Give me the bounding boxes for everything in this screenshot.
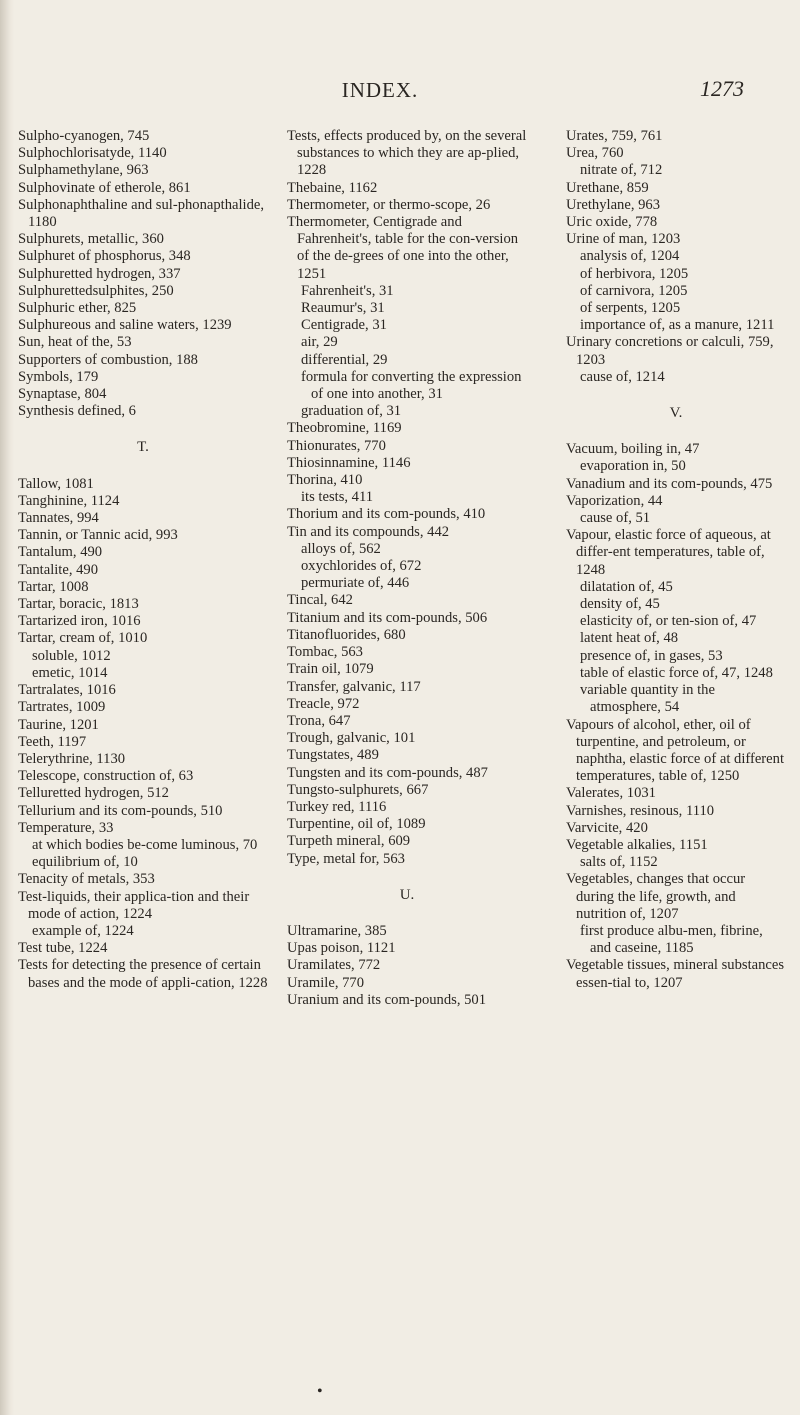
index-entry: Trough, galvanic, 101 (287, 730, 416, 747)
index-subentry: analysis of, 1204 (580, 248, 680, 265)
index-entry: Tungsten and its com-pounds, 487 (287, 764, 488, 781)
index-subentry: air, 29 (301, 334, 338, 351)
index-entry: Sun, heat of the, 53 (18, 334, 132, 351)
index-entry: Upas poison, 1121 (287, 940, 396, 957)
index-subentry: Reaumur's, 31 (301, 300, 385, 317)
index-entry: Sulphuretted hydrogen, 337 (18, 265, 181, 282)
index-entry: Tombac, 563 (287, 644, 363, 661)
index-entry: Test-liquids, their applica-tion and their mode of action, 1224 (18, 888, 250, 922)
index-subentry: evaporation in, 50 (580, 458, 686, 475)
index-entry: Turpentine, oil of, 1089 (287, 816, 426, 833)
index-entry: Varvicite, 420 (566, 819, 648, 836)
index-subentry: cause of, 1214 (580, 368, 665, 385)
index-entry: Sulpho-cyanogen, 745 (18, 128, 150, 144)
index-entry: Treacle, 972 (287, 695, 360, 712)
index-entry: Tartralates, 1016 (18, 682, 116, 699)
index-entry: Trona, 647 (287, 712, 351, 729)
index-subentry: salts of, 1152 (580, 854, 658, 871)
index-subentry: nitrate of, 712 (580, 162, 663, 179)
index-column-2 (287, 128, 527, 1009)
index-entry: Vapours of alcohol, ether, oil of turpentine, and petroleum, or naphtha, elastic force of at different temperatures, table of, 1250 (566, 716, 784, 785)
index-subentry: Centigrade, 31 (301, 317, 387, 334)
index-column-1 (18, 128, 268, 992)
index-entry: Vegetables, changes that occur during the life, growth, and nutrition of, 1207 (566, 871, 746, 922)
section-letter: V. (669, 405, 683, 422)
index-entry: Uramile, 770 (287, 974, 365, 991)
index-entry: Urine of man, 1203 (566, 231, 681, 248)
index-subentry: presence of, in gases, 53 (580, 647, 723, 664)
index-entry: Tincal, 642 (287, 592, 353, 609)
index-entry: Tantalite, 490 (18, 561, 99, 578)
index-subentry: density of, 45 (580, 596, 660, 613)
index-entry: Titanofluorides, 680 (287, 626, 406, 643)
index-entry: Sulphuret of phosphorus, 348 (18, 248, 191, 265)
index-entry: Tanghinine, 1124 (18, 492, 120, 509)
index-entry: Synaptase, 804 (18, 386, 107, 403)
section-letter: U. (399, 886, 415, 903)
index-entry: Thermometer, or thermo-scope, 26 (287, 196, 491, 213)
running-title: INDEX. (341, 78, 419, 102)
index-entry: Sulphamethylane, 963 (18, 162, 149, 179)
index-entry: Turkey red, 1116 (287, 798, 387, 815)
index-entry: Thebaine, 1162 (287, 179, 378, 196)
index-entry: Telluretted hydrogen, 512 (18, 785, 169, 802)
index-entry: Urea, 760 (566, 145, 624, 162)
index-entry: Thionurates, 770 (287, 437, 386, 454)
index-subentry: at which bodies be-come luminous, 70 (32, 836, 258, 853)
index-entry: Sulphurets, metallic, 360 (18, 231, 164, 248)
index-entry: Vegetable alkalies, 1151 (566, 836, 708, 853)
index-entry: Sulphureous and saline waters, 1239 (18, 317, 232, 334)
index-entry: Varnishes, resinous, 1110 (566, 802, 715, 819)
index-entry: Sulphonaphthaline and sul-phonapthalide, 1180 (18, 196, 265, 231)
index-entry: Urethane, 859 (566, 179, 649, 196)
index-subentry: of serpents, 1205 (580, 300, 681, 317)
index-subentry: dilatation of, 45 (580, 578, 673, 595)
index-subentry: of carnivora, 1205 (580, 282, 688, 299)
index-subentry: first produce albu-men, fibrine, and caseine, 1185 (580, 922, 763, 957)
index-entry: Tartarized iron, 1016 (18, 613, 141, 630)
index-entry: Uramilates, 772 (287, 957, 381, 974)
index-entry: Thorina, 410 (287, 472, 363, 489)
index-entry: Teeth, 1197 (18, 733, 87, 750)
index-entry: Transfer, galvanic, 117 (287, 678, 421, 695)
index-subentry: importance of, as a manure, 1211 (580, 317, 775, 334)
index-subentry: formula for converting the expression of one into another, 31 (301, 368, 522, 403)
index-entry: Vegetable tissues, mineral substances essen-tial to, 1207 (566, 957, 785, 991)
index-entry: Tannates, 994 (18, 510, 99, 527)
index-subentry: table of elastic force of, 47, 1248 (580, 664, 773, 681)
index-entry: Tartrates, 1009 (18, 699, 106, 716)
index-subentry: latent heat of, 48 (580, 630, 679, 647)
index-entry: Tartar, cream of, 1010 (18, 630, 148, 647)
index-subentry: permuriate of, 446 (301, 575, 410, 592)
index-entry: Sulphurettedsulphites, 250 (18, 282, 174, 299)
index-entry: Vapour, elastic force of aqueous, at differ-ent temperatures, table of, 1248 (566, 527, 771, 578)
index-entry: Tallow, 1081 (18, 475, 94, 492)
index-entry: Type, metal for, 563 (287, 850, 405, 867)
page-gutter (0, 0, 14, 1415)
index-entry: Sulphochlorisatyde, 1140 (18, 145, 167, 162)
section-letter: T. (137, 439, 149, 456)
index-subentry: emetic, 1014 (32, 664, 108, 681)
index-entry: Theobromine, 1169 (287, 420, 402, 437)
index-subentry: oxychlorides of, 672 (301, 558, 422, 575)
page-number: 1273 (700, 76, 744, 101)
index-entry: Tellurium and its com-pounds, 510 (18, 802, 223, 819)
index-entry: Sulphuric ether, 825 (18, 300, 137, 317)
index-subentry: example of, 1224 (32, 922, 134, 939)
index-subentry: cause of, 51 (580, 510, 651, 527)
index-entry: Tannin, or Tannic acid, 993 (18, 527, 178, 544)
index-entry: Temperature, 33 (18, 819, 114, 836)
index-subentry: elasticity of, or ten-sion of, 47 (580, 613, 757, 630)
index-entry: Tests for detecting the presence of certain bases and the mode of appli-cation, 1228 (18, 957, 268, 991)
index-subentry: soluble, 1012 (32, 647, 111, 664)
index-entry: Ultramarine, 385 (287, 922, 387, 939)
index-entry: Thorium and its com-pounds, 410 (287, 506, 486, 523)
index-entry: Titanium and its com-pounds, 506 (287, 609, 488, 626)
index-entry: Vaporization, 44 (566, 492, 663, 509)
index-subentry: of herbivora, 1205 (580, 265, 689, 282)
index-entry: Tungstates, 489 (287, 747, 379, 764)
index-entry: Turpeth mineral, 609 (287, 833, 411, 850)
index-subentry: differential, 29 (301, 351, 388, 368)
index-entry: Urinary concretions or calculi, 759, 1203 (566, 334, 774, 368)
index-entry: Tin and its compounds, 442 (287, 523, 450, 540)
index-entry: Tenacity of metals, 353 (18, 871, 155, 888)
bullet-mark: • (317, 1383, 323, 1400)
index-entry: Synthesis defined, 6 (18, 403, 136, 420)
index-subentry: Fahrenheit's, 31 (301, 282, 394, 299)
index-column-3 (566, 128, 786, 992)
index-entry: Urethylane, 963 (566, 196, 661, 213)
index-subentry: variable quantity in the atmosphere, 54 (580, 682, 715, 716)
index-entry: Telerythrine, 1130 (18, 750, 126, 767)
index-entry: Vacuum, boiling in, 47 (566, 441, 700, 458)
index-entry: Tungsto-sulphurets, 667 (287, 781, 429, 798)
index-subentry: equilibrium of, 10 (32, 854, 138, 871)
index-entry: Thiosinnamine, 1146 (287, 454, 411, 471)
index-entry: Train oil, 1079 (287, 661, 374, 678)
index-entry: Vanadium and its com-pounds, 475 (566, 475, 773, 492)
index-entry: Test tube, 1224 (18, 940, 108, 957)
index-entry: Sulphovinate of etherole, 861 (18, 179, 191, 196)
page-header (0, 78, 800, 108)
index-entry: Tartar, boracic, 1813 (18, 596, 139, 613)
index-entry: Valerates, 1031 (566, 785, 656, 802)
index-entry: Thermometer, Centigrade and Fahrenheit's, table for the con-version of the de-grees of one into the other, 1251 (287, 214, 519, 282)
index-entry: Symbols, 179 (18, 368, 99, 385)
index-entry: Tests, effects produced by, on the several substances to which they are ap-plied, 1228 (287, 128, 527, 179)
index-entry: Tantalum, 490 (18, 544, 103, 561)
index-subentry: alloys of, 562 (301, 540, 381, 557)
index-entry: Taurine, 1201 (18, 716, 99, 733)
index-entry: Supporters of combustion, 188 (18, 351, 198, 368)
index-entry: Uric oxide, 778 (566, 214, 658, 231)
index-subentry: its tests, 411 (301, 489, 374, 506)
index-entry: Tartar, 1008 (18, 578, 89, 595)
index-entry: Urates, 759, 761 (566, 128, 663, 144)
index-subentry: graduation of, 31 (301, 403, 402, 420)
index-entry: Telescope, construction of, 63 (18, 768, 194, 785)
index-entry: Uranium and its com-pounds, 501 (287, 991, 487, 1008)
